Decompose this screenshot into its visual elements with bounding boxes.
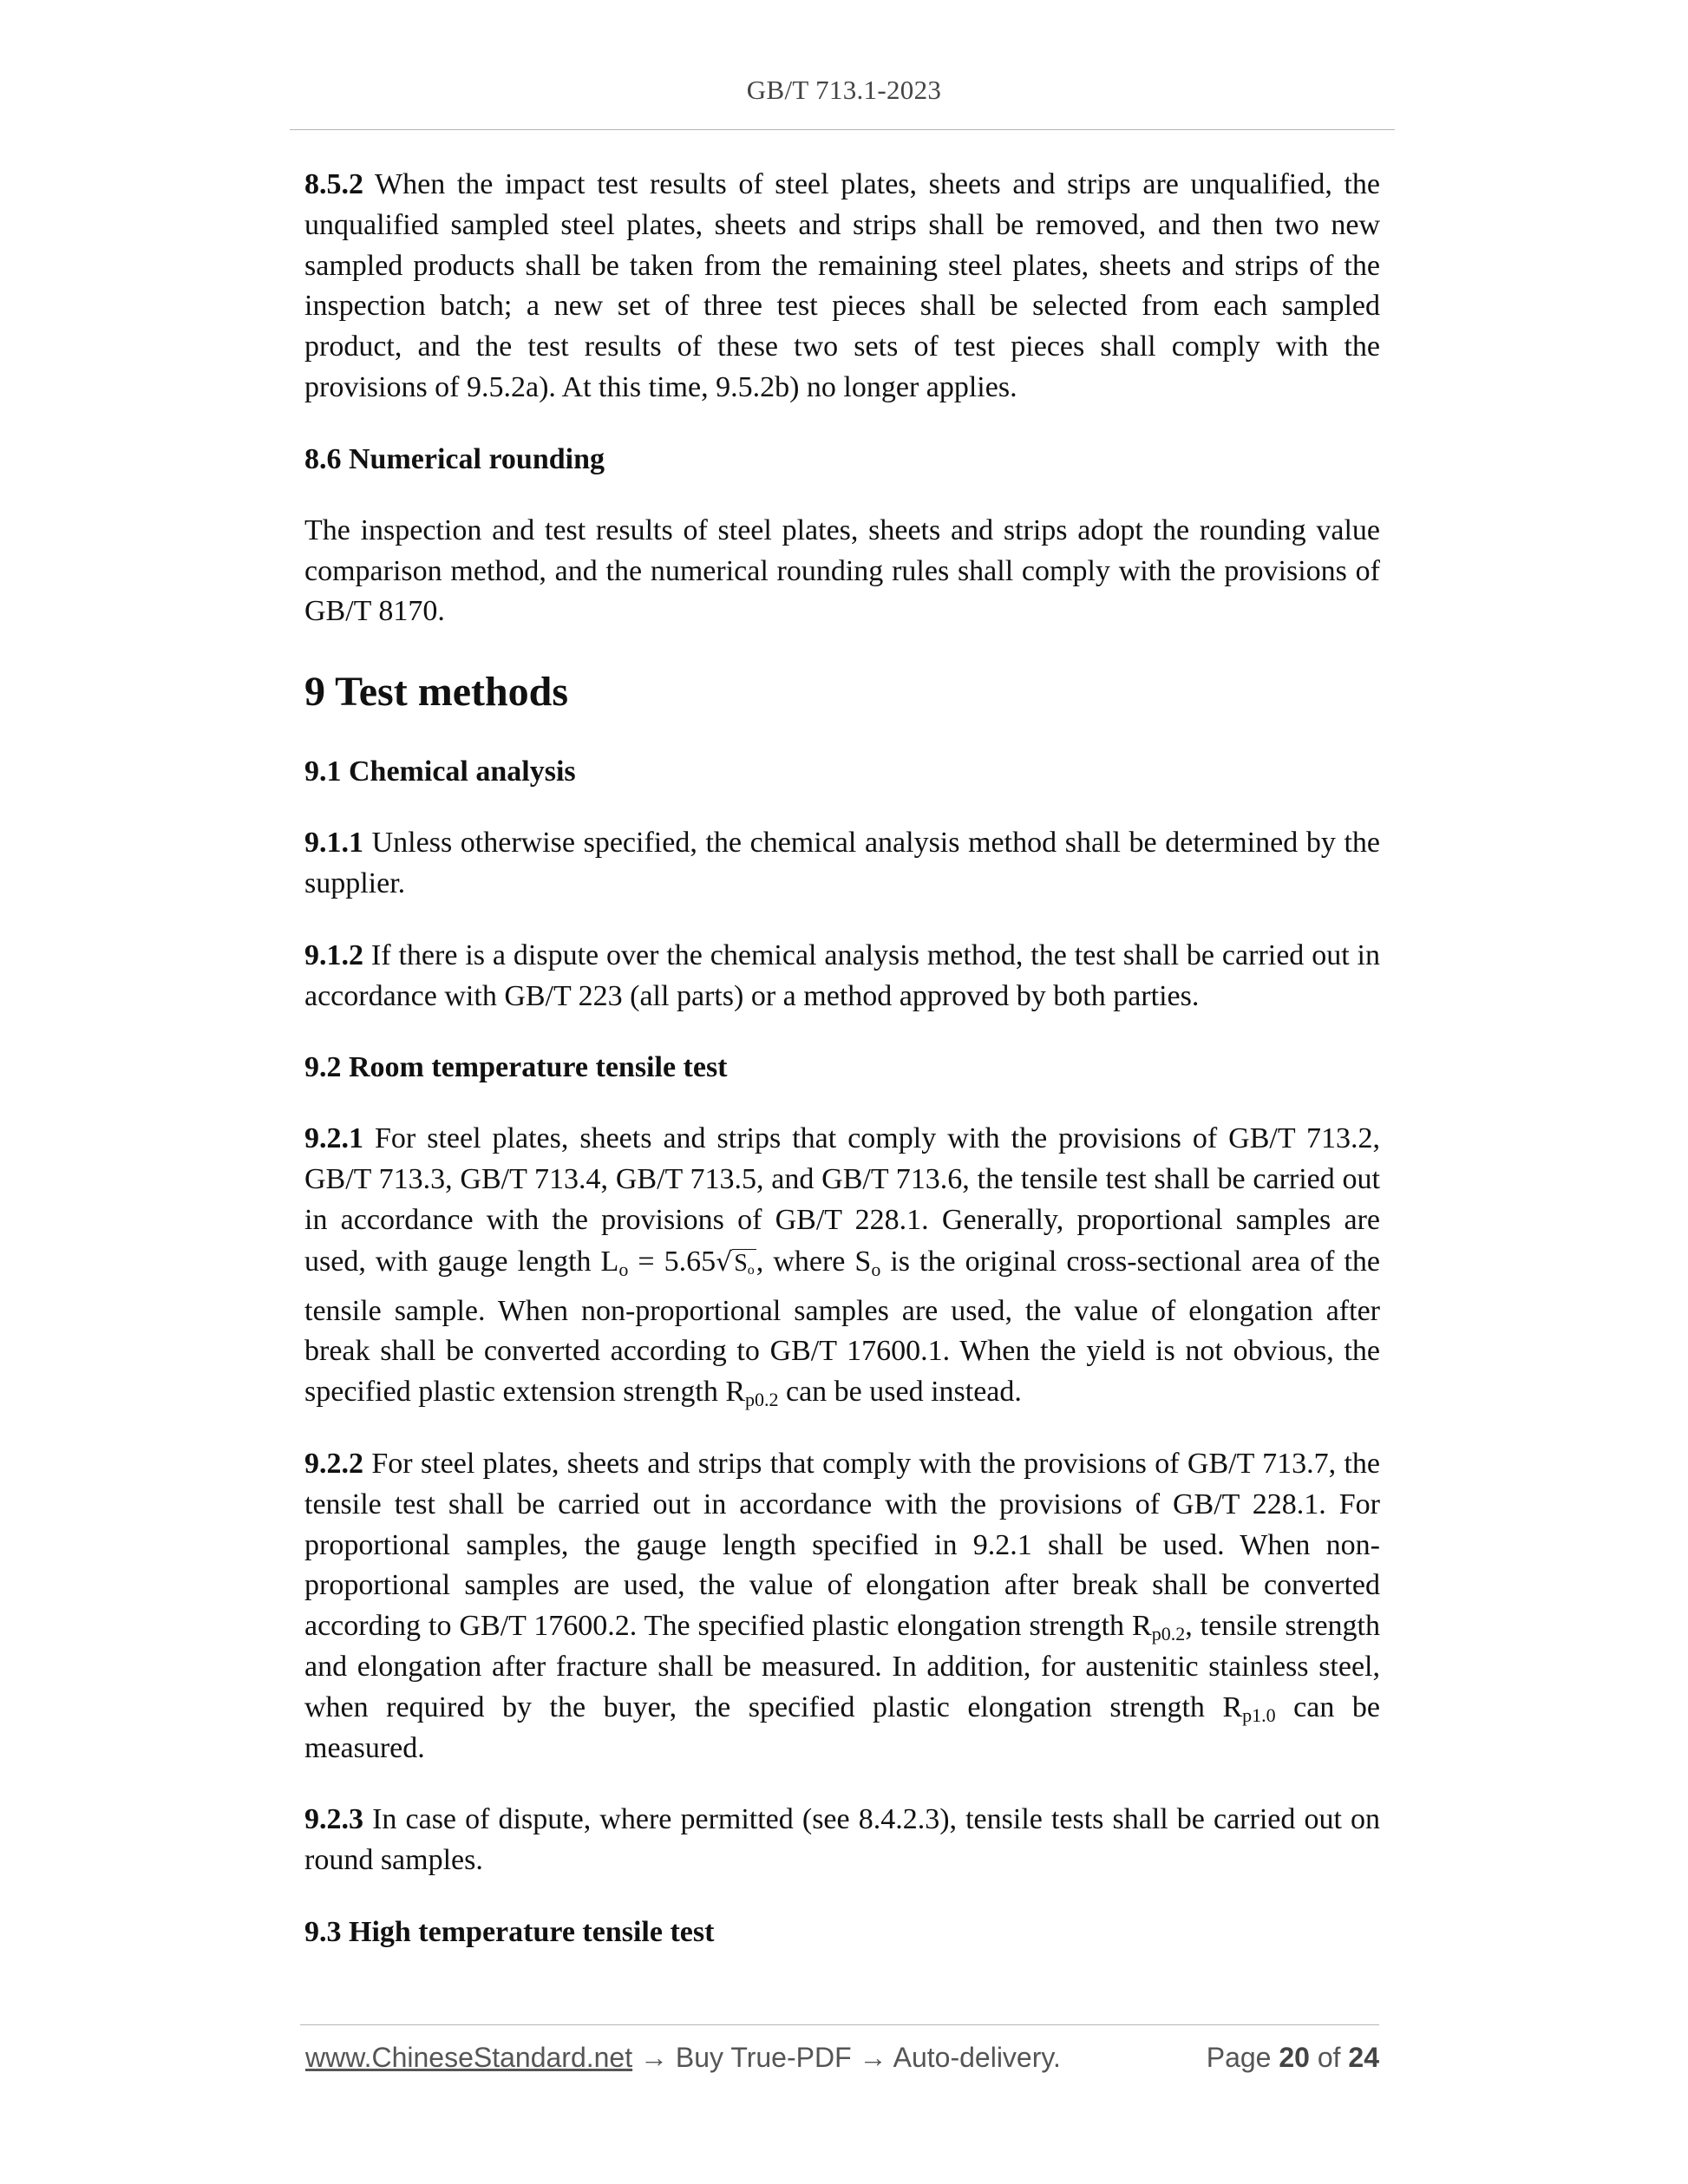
clause-9-1-1 [304, 823, 1380, 905]
clause-text: can be used instead. [778, 1376, 1022, 1409]
clause-9-2-3 [304, 1800, 1380, 1881]
clause-text: When the impact test results of steel plates, sheets and strips are unqualified, the unqualified sampled steel plates, sheets and strips shall be removed, and then two new sampled products shall be taken from the remaining steel plates, sheets and strips of the inspection batch; a new set of three test pieces shall be selected from each sampled product, and the test results of these two sets of test pieces shall comply with the provisions of 9.5.2a). At this time, 9.5.2b) no longer applies. [304, 168, 1380, 403]
page-footer [305, 2042, 1379, 2076]
clause-text: is the original cross-sectional area of the tensile sample. When non-proportional samples are used, the value of elongation after break shall be converted according to GB/T 17600.1. When the yield is not obvious, the specified plastic extension strength R [304, 1245, 1380, 1409]
radicand-subscript: o [747, 1262, 755, 1278]
page-content [304, 165, 1380, 1984]
clause-text: In case of dispute, where permitted (see 8.4.2.3), tensile tests shall be carried out on round samples. [304, 1803, 1380, 1877]
total-pages-number: 24 [1348, 2042, 1379, 2073]
section-heading-9-2: 9.2 Room temperature tensile test [304, 1051, 728, 1084]
current-page-number: 20 [1279, 2042, 1310, 2073]
subscript: p0.2 [745, 1389, 779, 1411]
square-root-formula [716, 1241, 756, 1291]
clause-9-2-1 [304, 1119, 1380, 1413]
clause-number: 9.2.1 [304, 1122, 363, 1155]
auto-delivery-text: Auto-delivery. [893, 2042, 1061, 2073]
of-label: of [1317, 2042, 1341, 2073]
clause-text: For steel plates, sheets and strips that comply with the provisions of GB/T 713.7, the tensile test shall be carried out in accordance with the provisions of GB/T 228.1. For proportional samples, the gauge length specified in 9.2.1 shall be used. When non-proportional samples are used, the value of elongation after break shall be converted according to GB/T 17600.2. The specified plastic elongation strength R [304, 1447, 1381, 1643]
subscript: p1.0 [1242, 1703, 1276, 1726]
clause-8-5-2 [304, 165, 1380, 409]
website-link[interactable]: www.ChineseStandard.net [305, 2042, 633, 2073]
clause-number: 9.2.2 [304, 1447, 363, 1480]
chapter-heading-9: 9 Test methods [304, 669, 569, 716]
radicand [732, 1249, 756, 1277]
clause-number: 9.2.3 [304, 1803, 363, 1836]
buy-pdf-text: Buy True-PDF [675, 2042, 852, 2073]
header-standard-code: GB/T 713.1-2023 [746, 75, 942, 105]
clause-number: 8.5.2 [304, 168, 363, 200]
subscript: p0.2 [1151, 1623, 1186, 1645]
radical-sign: √ [716, 1246, 733, 1278]
clause-8-6-body [304, 511, 1380, 632]
clause-text: , tensile strength and elongation after fracture shall be measured. In addition, for austenitic stainless steel, when required by the buyer, the specified plastic elongation strength R [304, 1610, 1380, 1723]
clause-number: 9.1.1 [304, 827, 363, 860]
clause-text: , where S [756, 1245, 872, 1278]
page-indicator [1207, 2042, 1379, 2074]
clause-text: The inspection and test results of steel plates, sheets and strips adopt the rounding value comparison method, and the numerical rounding rules shall comply with the provisions of GB/T 8170. [304, 513, 1380, 628]
clause-9-1-2 [304, 936, 1380, 1017]
clause-text: For steel plates, sheets and strips that comply with the provisions of GB/T 713.2, GB/T 713.3, GB/T 713.4, GB/T 713.5, and GB/T 713.6, the tensile test shall be carried out in accordance with the provisions of GB/T 228.1. Generally, proportional samples are used, with gauge length L [304, 1122, 1381, 1278]
arrow-icon: → [632, 2042, 676, 2073]
clause-text: can be measured. [304, 1690, 1380, 1764]
section-heading-9-1: 9.1 Chemical analysis [304, 755, 576, 788]
clause-9-2-2 [304, 1444, 1380, 1769]
header-divider [290, 129, 1395, 130]
section-heading-8-6: 8.6 Numerical rounding [304, 442, 605, 475]
clause-text: = 5.65 [628, 1245, 716, 1278]
arrow-icon: → [851, 2042, 893, 2073]
radicand-symbol: S [734, 1249, 748, 1277]
subscript: o [618, 1258, 629, 1280]
footer-promo [305, 2042, 1061, 2074]
clause-text: Unless otherwise specified, the chemical analysis method shall be determined by the supplier. [304, 827, 1380, 899]
subscript: o [871, 1258, 881, 1280]
section-heading-9-3: 9.3 High temperature tensile test [304, 1915, 715, 1948]
clause-text: If there is a dispute over the chemical analysis method, the test shall be carried out in accordance with GB/T 223 (all parts) or a method approved by both parties. [304, 938, 1381, 1012]
footer-divider [300, 2024, 1379, 2025]
page-label: Page [1206, 2042, 1272, 2073]
clause-number: 9.1.2 [304, 938, 363, 971]
